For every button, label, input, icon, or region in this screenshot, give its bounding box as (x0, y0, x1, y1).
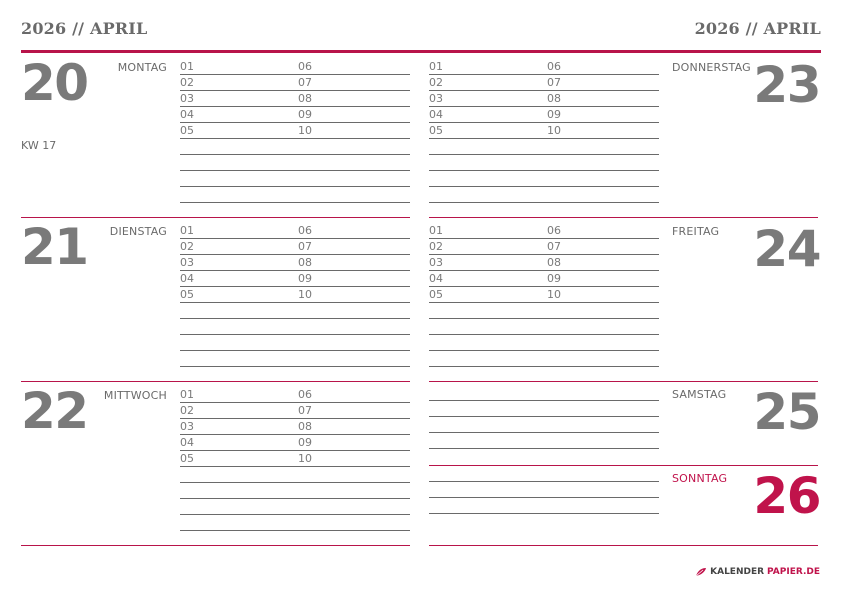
section-divider (429, 545, 818, 546)
time-slot-label: 05 (180, 452, 194, 465)
time-slot-label: 05 (429, 288, 443, 301)
leaf-icon (695, 567, 707, 577)
section-divider (21, 545, 410, 546)
note-line[interactable] (429, 432, 659, 433)
time-slot-label: 02 (429, 76, 443, 89)
note-line[interactable] (180, 482, 410, 483)
calendar-week: KW 17 (21, 139, 57, 152)
time-slot-label: 09 (547, 272, 561, 285)
note-line[interactable] (180, 154, 410, 155)
time-slot-label: 07 (298, 240, 312, 253)
time-slot-label: 01 (429, 224, 443, 237)
time-slot-label: 04 (180, 272, 194, 285)
note-line[interactable] (429, 186, 659, 187)
time-slot-label: 06 (547, 224, 561, 237)
day-number: 22 (21, 382, 88, 440)
time-slot-line[interactable] (180, 270, 410, 271)
time-slot-label: 03 (180, 420, 194, 433)
time-slot-line[interactable] (429, 74, 659, 75)
time-slot-label: 03 (180, 256, 194, 269)
day-name: SAMSTAG (672, 388, 727, 401)
time-slot-label: 08 (298, 420, 312, 433)
time-slot-line[interactable] (180, 450, 410, 451)
time-slot-label: 09 (298, 436, 312, 449)
note-line[interactable] (180, 498, 410, 499)
day-number: 25 (753, 383, 820, 441)
note-line[interactable] (429, 334, 659, 335)
note-line[interactable] (180, 318, 410, 319)
time-slot-label: 01 (429, 60, 443, 73)
time-slot-label: 10 (547, 288, 561, 301)
time-slot-label: 10 (298, 452, 312, 465)
time-slot-label: 09 (298, 108, 312, 121)
time-slot-line[interactable] (180, 254, 410, 255)
time-slot-label: 06 (547, 60, 561, 73)
note-line[interactable] (180, 170, 410, 171)
time-slot-label: 09 (547, 108, 561, 121)
note-line[interactable] (180, 514, 410, 515)
time-slot-label: 06 (298, 388, 312, 401)
time-slot-label: 02 (180, 240, 194, 253)
time-slot-line[interactable] (429, 90, 659, 91)
time-slot-label: 06 (298, 60, 312, 73)
time-slot-label: 10 (298, 124, 312, 137)
time-slot-line[interactable] (429, 254, 659, 255)
note-line[interactable] (429, 154, 659, 155)
day-name: FREITAG (672, 225, 720, 238)
time-slot-line[interactable] (180, 122, 410, 123)
note-line[interactable] (429, 448, 659, 449)
time-slot-label: 05 (180, 288, 194, 301)
time-slot-line[interactable] (180, 238, 410, 239)
time-slot-label: 06 (298, 224, 312, 237)
day-number: 23 (753, 56, 820, 114)
time-slot-line[interactable] (429, 106, 659, 107)
time-slot-line[interactable] (180, 466, 410, 467)
time-slot-label: 02 (180, 76, 194, 89)
time-slot-line[interactable] (429, 302, 659, 303)
time-slot-label: 04 (429, 272, 443, 285)
time-slot-line[interactable] (180, 74, 410, 75)
section-divider (21, 217, 410, 218)
time-slot-line[interactable] (429, 286, 659, 287)
note-line[interactable] (429, 497, 659, 498)
time-slot-line[interactable] (180, 434, 410, 435)
day-number: 26 (753, 467, 820, 525)
time-slot-label: 02 (180, 404, 194, 417)
time-slot-label: 05 (180, 124, 194, 137)
page-title-left: 2026 // APRIL (21, 19, 148, 38)
brand-name-part2: PAPIER.DE (767, 567, 820, 577)
time-slot-label: 02 (429, 240, 443, 253)
time-slot-line[interactable] (180, 286, 410, 287)
section-divider (21, 381, 410, 382)
time-slot-label: 08 (547, 256, 561, 269)
time-slot-line[interactable] (180, 138, 410, 139)
note-line[interactable] (180, 186, 410, 187)
time-slot-label: 04 (180, 436, 194, 449)
note-line[interactable] (429, 350, 659, 351)
time-slot-line[interactable] (429, 270, 659, 271)
time-slot-label: 07 (547, 240, 561, 253)
note-line[interactable] (180, 334, 410, 335)
note-line[interactable] (429, 513, 659, 514)
time-slot-label: 08 (547, 92, 561, 105)
day-name: MONTAG (117, 61, 167, 74)
time-slot-label: 03 (180, 92, 194, 105)
time-slot-line[interactable] (180, 302, 410, 303)
time-slot-label: 08 (298, 256, 312, 269)
note-line[interactable] (429, 400, 659, 401)
section-divider (429, 465, 818, 466)
time-slot-label: 08 (298, 92, 312, 105)
time-slot-label: 03 (429, 92, 443, 105)
day-name: SONNTAG (672, 472, 728, 485)
page-title-right: 2026 // APRIL (694, 19, 821, 38)
time-slot-label: 01 (180, 388, 194, 401)
time-slot-label: 01 (180, 224, 194, 237)
time-slot-label: 09 (298, 272, 312, 285)
note-line[interactable] (180, 366, 410, 367)
time-slot-line[interactable] (429, 122, 659, 123)
day-number: 24 (753, 220, 820, 278)
note-line[interactable] (180, 530, 410, 531)
day-name: MITTWOCH (103, 389, 167, 402)
note-line[interactable] (429, 481, 659, 482)
time-slot-label: 07 (298, 404, 312, 417)
day-number: 21 (21, 218, 88, 276)
time-slot-label: 05 (429, 124, 443, 137)
time-slot-label: 04 (180, 108, 194, 121)
day-name: DONNERSTAG (672, 61, 751, 74)
note-line[interactable] (429, 170, 659, 171)
section-divider (429, 381, 818, 382)
section-divider (429, 217, 818, 218)
note-line[interactable] (429, 416, 659, 417)
time-slot-label: 03 (429, 256, 443, 269)
note-line[interactable] (180, 202, 410, 203)
time-slot-label: 07 (547, 76, 561, 89)
header-divider (21, 50, 821, 53)
time-slot-label: 01 (180, 60, 194, 73)
brand-logo (695, 567, 820, 577)
note-line[interactable] (180, 350, 410, 351)
time-slot-label: 10 (547, 124, 561, 137)
time-slot-label: 10 (298, 288, 312, 301)
note-line[interactable] (429, 318, 659, 319)
note-line[interactable] (429, 202, 659, 203)
time-slot-line[interactable] (429, 238, 659, 239)
time-slot-label: 07 (298, 76, 312, 89)
brand-name-part1: KALENDER (710, 567, 765, 577)
day-number: 20 (21, 54, 88, 112)
time-slot-line[interactable] (180, 402, 410, 403)
time-slot-line[interactable] (180, 90, 410, 91)
time-slot-line[interactable] (180, 418, 410, 419)
time-slot-line[interactable] (429, 138, 659, 139)
note-line[interactable] (429, 366, 659, 367)
day-name: DIENSTAG (109, 225, 167, 238)
time-slot-label: 04 (429, 108, 443, 121)
time-slot-line[interactable] (180, 106, 410, 107)
